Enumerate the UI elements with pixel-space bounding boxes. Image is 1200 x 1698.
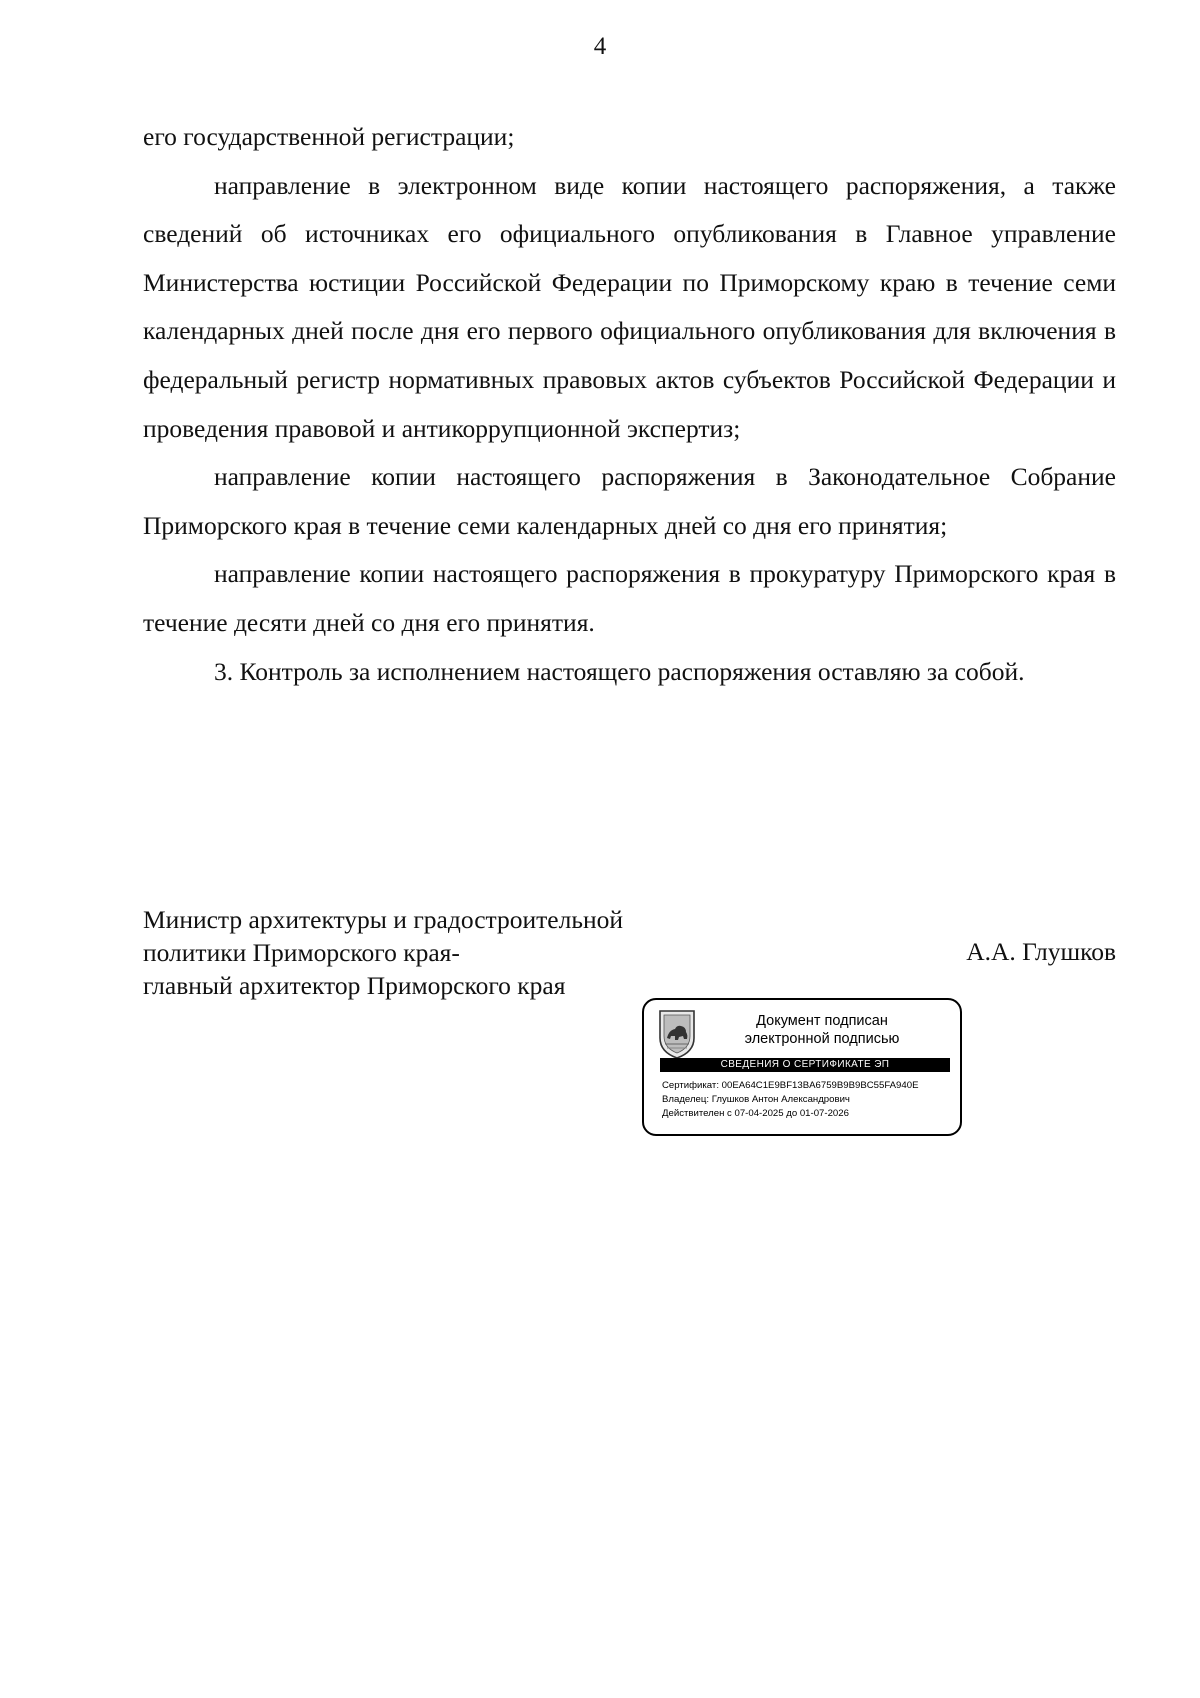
stamp-heading-line-2: электронной подписью: [744, 1031, 900, 1047]
electronic-signature-stamp: [642, 998, 962, 1136]
certificate-owner: Владелец: Глушков Антон Александрович: [662, 1094, 850, 1105]
paragraph-1: его государственной регистрации;: [143, 122, 515, 151]
certificate-number: Сертификат: 00EA64C1E9BF13BA6759B9B9BC55FA940E: [662, 1080, 919, 1091]
certificate-validity: Действителен с 07-04-2025 до 01-07-2026: [662, 1108, 849, 1119]
signer-title: [143, 903, 623, 1002]
signer-title-line-1: Министр архитектуры и градостроительной: [143, 905, 623, 934]
certificate-info-bar: СВЕДЕНИЯ О СЕРТИФИКАТЕ ЭП: [660, 1058, 950, 1072]
document-body: [143, 113, 1116, 696]
coat-of-arms-icon: [657, 1008, 697, 1060]
page-number: 4: [593, 33, 607, 60]
stamp-heading: [704, 1012, 940, 1048]
signer-title-line-2: политики Приморского края-: [143, 938, 460, 967]
paragraph-4: направление копии настоящего распоряжения в прокуратуру Приморского края в течение десяти дней со дня его принятия.: [143, 559, 1116, 637]
stamp-heading-line-1: Документ подписан: [756, 1013, 888, 1029]
paragraph-5: 3. Контроль за исполнением настоящего распоряжения оставляю за собой.: [214, 656, 1025, 686]
paragraph-3: направление копии настоящего распоряжения в Законодательное Собрание Приморского края в течение семи календарных дней со дня его принятия;: [143, 462, 1116, 540]
signer-title-line-3: главный архитектор Приморского края: [143, 971, 566, 1000]
paragraph-2: направление в электронном виде копии настоящего распоряжения, а также сведений об источниках его официального опубликования в Главное управление Министерства юстиции Российской Федерации по Приморскому краю в течение семи календарных дней после дня его первого официального опубликования для включения в федеральный регистр нормативных правовых актов субъектов Российской Федерации и проведения правовой и антикоррупционной экспертиз;: [143, 170, 1116, 443]
signer-name: А.А. Глушков: [966, 937, 1116, 966]
